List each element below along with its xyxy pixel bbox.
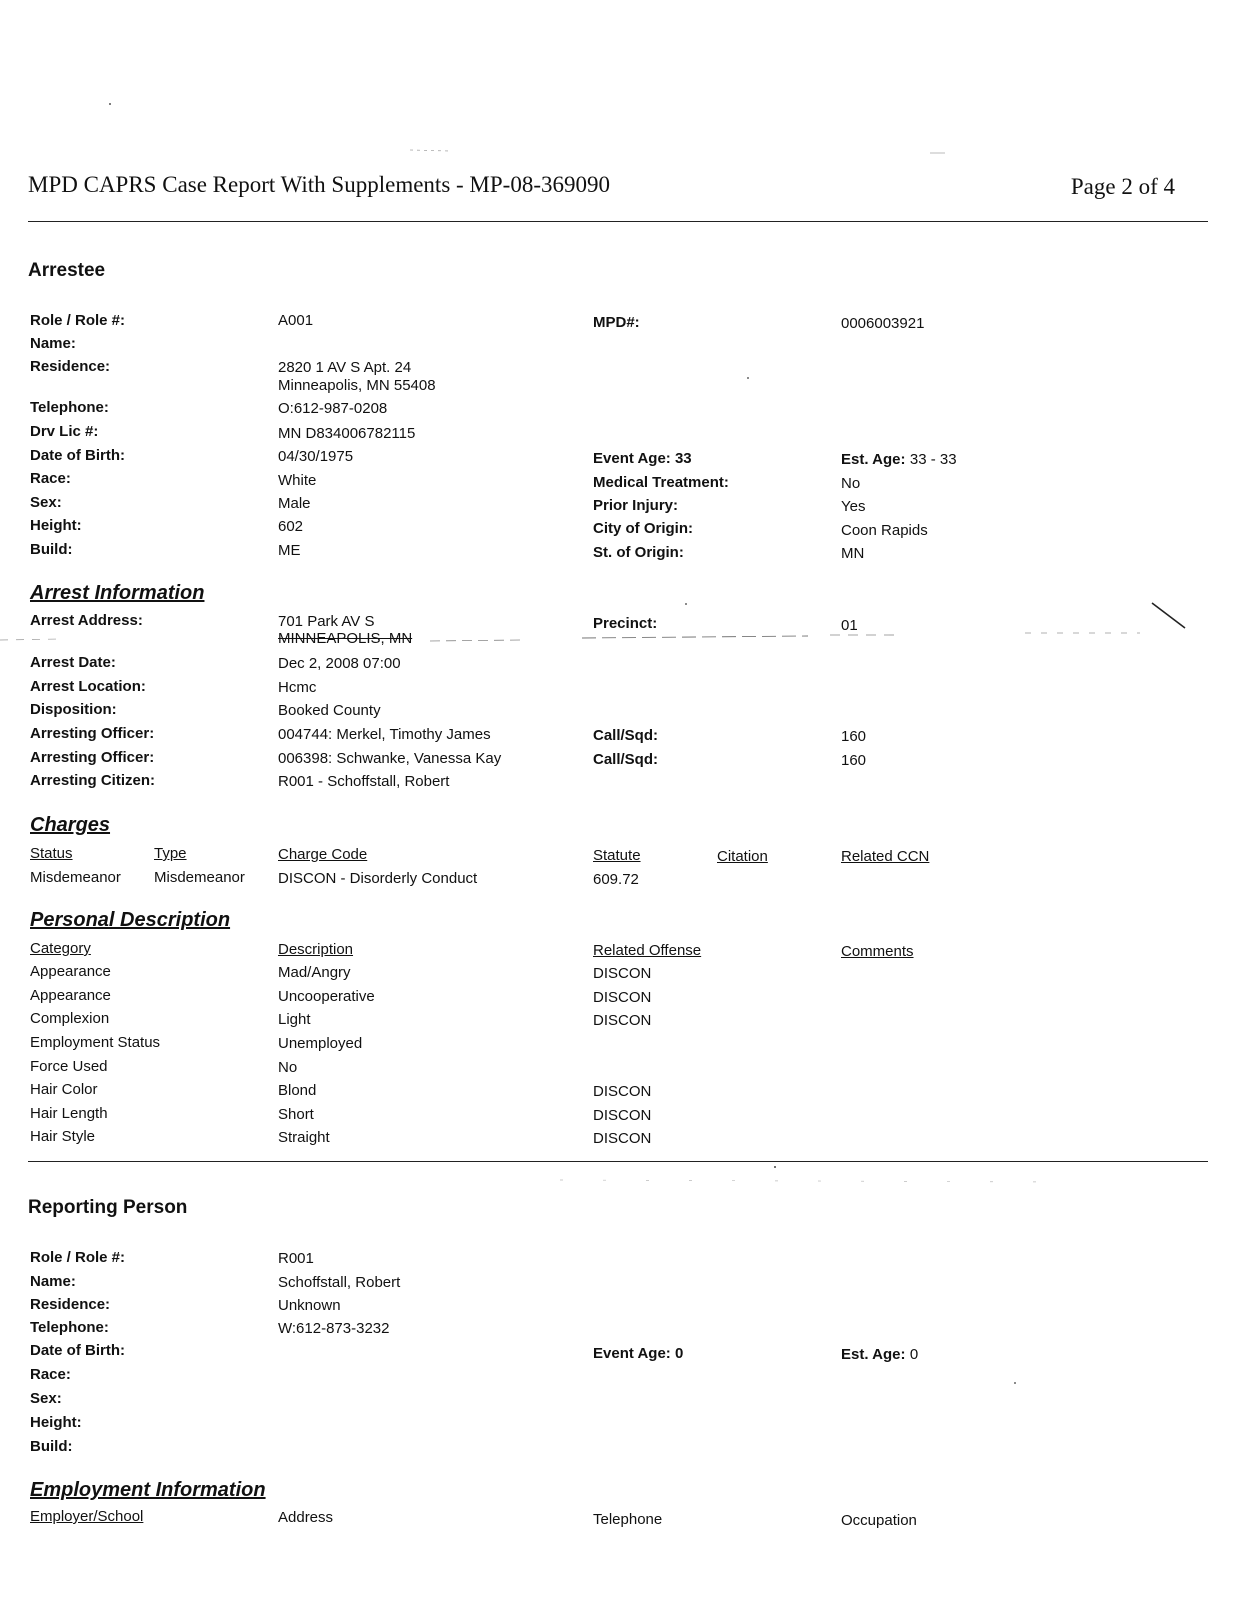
emp-col-occupation: Occupation — [841, 1512, 917, 1529]
rp-est-age-label: Est. Age: — [841, 1346, 906, 1363]
rp-height-label: Height: — [30, 1414, 82, 1431]
rp-est-age-value: 0 — [909, 1346, 919, 1363]
rp-telephone-value: W:612-873-3232 — [278, 1320, 390, 1337]
telephone-label: Telephone: — [30, 399, 109, 416]
rp-name-label: Name: — [30, 1273, 76, 1290]
medical-value: No — [841, 475, 861, 492]
pd-row-category: Hair Style — [30, 1128, 96, 1145]
pd-row-description: Mad/Angry — [278, 964, 351, 981]
callsqd-1-label: Call/Sqd: — [593, 727, 659, 744]
mpd-label: MPD#: — [593, 314, 640, 331]
st-origin-value: MN — [841, 545, 865, 562]
arrest-address-line2: MINNEAPOLIS, MN — [278, 630, 413, 647]
pd-row-offense: DISCON — [593, 1012, 652, 1029]
rp-role-value: R001 — [278, 1250, 314, 1267]
precinct-value: 01 — [841, 617, 858, 634]
rp-name-value: Schoffstall, Robert — [278, 1274, 401, 1291]
drv-lic-value: MN D834006782115 — [278, 425, 416, 442]
rp-telephone-label: Telephone: — [30, 1319, 109, 1336]
arresting-officer-1-value: 004744: Merkel, Timothy James — [278, 726, 491, 743]
charges-col-type: Type — [154, 845, 187, 862]
arresting-officer-2-value: 006398: Schwanke, Vanessa Kay — [278, 750, 502, 767]
pd-col-comments: Comments — [841, 943, 914, 960]
rp-race-label: Race: — [30, 1366, 71, 1383]
arrest-location-value: Hcmc — [278, 679, 317, 696]
reporting-person-heading: Reporting Person — [28, 1197, 188, 1218]
employment-info-heading: Employment Information — [30, 1479, 266, 1501]
est-age-value: 33 - 33 — [909, 451, 957, 468]
sex-label: Sex: — [30, 494, 62, 511]
rp-residence-label: Residence: — [30, 1296, 111, 1313]
disposition-value: Booked County — [278, 702, 381, 719]
height-label: Height: — [30, 517, 82, 534]
pd-row-offense: DISCON — [593, 1083, 652, 1100]
pd-row-category: Appearance — [30, 963, 111, 980]
charges-col-status: Status — [30, 845, 73, 862]
sex-value: Male — [278, 495, 311, 512]
name-label: Name: — [30, 335, 76, 352]
medical-label: Medical Treatment: — [593, 474, 729, 491]
arrest-location-label: Arrest Location: — [30, 678, 146, 695]
drv-lic-label: Drv Lic #: — [30, 423, 99, 440]
callsqd-2-value: 160 — [841, 752, 867, 769]
build-label: Build: — [30, 541, 73, 558]
arrest-address-label: Arrest Address: — [30, 612, 143, 629]
pd-row-category: Force Used — [30, 1058, 108, 1075]
event-age: Event Age: 33 — [593, 450, 692, 467]
pd-row-description: Unemployed — [278, 1035, 363, 1052]
pd-row-category: Appearance — [30, 987, 111, 1004]
pd-row-offense: DISCON — [593, 1107, 652, 1124]
arrest-info-heading: Arrest Information — [30, 582, 205, 604]
residence-label: Residence: — [30, 358, 111, 375]
pd-row-offense: DISCON — [593, 1130, 652, 1147]
role-label: Role / Role #: — [30, 312, 126, 329]
report-title: MPD CAPRS Case Report With Supplements - MP-08-369090 — [28, 172, 610, 197]
rp-build-label: Build: — [30, 1438, 73, 1455]
charge-type: Misdemeanor — [154, 869, 245, 886]
pd-row-description: Blond — [278, 1082, 317, 1099]
rp-sex-label: Sex: — [30, 1390, 62, 1407]
race-value: White — [278, 472, 317, 489]
pd-row-offense: DISCON — [593, 989, 652, 1006]
role-value: A001 — [278, 312, 314, 329]
rp-residence-value: Unknown — [278, 1297, 341, 1314]
prior-injury-value: Yes — [841, 498, 866, 515]
charges-col-statute: Statute — [593, 847, 641, 864]
pd-row-category: Employment Status — [30, 1034, 161, 1051]
city-origin-label: City of Origin: — [593, 520, 693, 537]
pd-row-category: Complexion — [30, 1010, 110, 1027]
dob-label: Date of Birth: — [30, 447, 125, 464]
callsqd-1-value: 160 — [841, 728, 867, 745]
telephone-value: O:612-987-0208 — [278, 400, 388, 417]
build-value: ME — [278, 542, 301, 559]
arresting-officer-1-label: Arresting Officer: — [30, 725, 155, 742]
disposition-label: Disposition: — [30, 701, 117, 718]
pd-col-category: Category — [30, 940, 91, 957]
pd-col-related-offense: Related Offense — [593, 942, 702, 959]
pd-row-description: Short — [278, 1106, 314, 1123]
personal-description-heading: Personal Description — [30, 909, 231, 931]
pd-row-description: Light — [278, 1011, 311, 1028]
arrest-date-value: Dec 2, 2008 07:00 — [278, 655, 401, 672]
emp-col-employer: Employer/School — [30, 1508, 144, 1525]
emp-col-address: Address — [278, 1509, 334, 1526]
rp-role-label: Role / Role #: — [30, 1249, 126, 1266]
height-value: 602 — [278, 518, 304, 535]
arresting-citizen-label: Arresting Citizen: — [30, 772, 156, 789]
city-origin-value: Coon Rapids — [841, 522, 928, 539]
pd-col-description: Description — [278, 941, 354, 958]
pd-row-category: Hair Color — [30, 1081, 98, 1098]
callsqd-2-label: Call/Sqd: — [593, 751, 659, 768]
arrestee-heading: Arrestee — [28, 260, 106, 281]
pd-row-description: Uncooperative — [278, 988, 375, 1005]
charge-code: DISCON - Disorderly Conduct — [278, 870, 478, 887]
rp-dob-label: Date of Birth: — [30, 1342, 125, 1359]
race-label: Race: — [30, 470, 71, 487]
pd-row-offense: DISCON — [593, 965, 652, 982]
arrest-date-label: Arrest Date: — [30, 654, 116, 671]
st-origin-label: St. of Origin: — [593, 544, 684, 561]
rp-event-age: Event Age: 0 — [593, 1345, 684, 1362]
residence-line2: Minneapolis, MN 55408 — [278, 377, 436, 394]
charge-statute: 609.72 — [593, 871, 639, 888]
charges-col-charge-code: Charge Code — [278, 846, 368, 863]
residence-line1: 2820 1 AV S Apt. 24 — [278, 359, 412, 376]
charges-heading: Charges — [30, 814, 111, 836]
charges-col-citation: Citation — [717, 848, 768, 865]
emp-col-telephone: Telephone — [593, 1511, 663, 1528]
pd-row-description: No — [278, 1059, 298, 1076]
prior-injury-label: Prior Injury: — [593, 497, 679, 514]
pd-row-category: Hair Length — [30, 1105, 108, 1122]
dob-value: 04/30/1975 — [278, 448, 354, 465]
page-number: Page 2 of 4 — [1070, 174, 1175, 199]
charge-status: Misdemeanor — [30, 869, 121, 886]
est-age-label: Est. Age: — [841, 451, 906, 468]
arrest-address-line1: 701 Park AV S — [278, 613, 375, 630]
pd-row-description: Straight — [278, 1129, 330, 1146]
arresting-citizen-value: R001 - Schoffstall, Robert — [278, 773, 450, 790]
charges-col-related-ccn: Related CCN — [841, 848, 930, 865]
precinct-label: Precinct: — [593, 615, 658, 632]
mpd-value: 0006003921 — [841, 315, 925, 332]
arresting-officer-2-label: Arresting Officer: — [30, 749, 155, 766]
